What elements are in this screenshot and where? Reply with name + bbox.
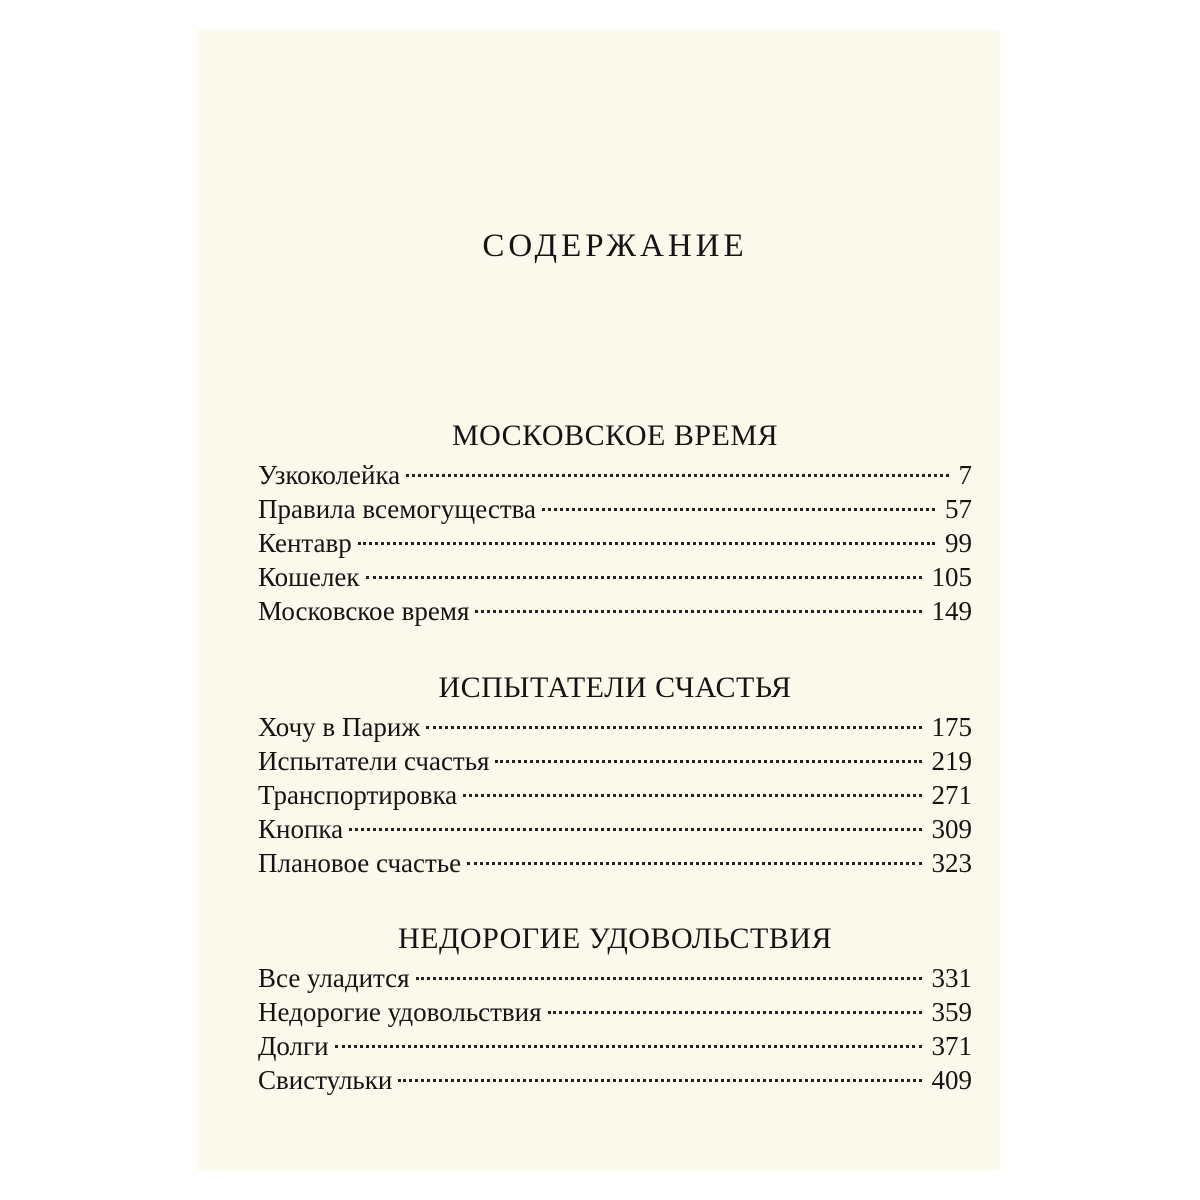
- entry-page-number: 359: [931, 997, 972, 1027]
- section-title: МОСКОВСКОЕ ВРЕМЯ: [451, 419, 779, 452]
- entry-title: Кошелек: [258, 562, 360, 592]
- toc-entry: [258, 1063, 972, 1097]
- entry-page-number: 149: [931, 596, 972, 626]
- toc-section-cheap-pleasures: [258, 921, 972, 1097]
- toc-entry: [258, 458, 972, 492]
- dot-leader: [349, 828, 921, 831]
- entry-page-number: 57: [945, 494, 972, 524]
- section-title: ИСПЫТАТЕЛИ СЧАСТЬЯ: [438, 671, 792, 704]
- toc-entry: [258, 778, 972, 812]
- toc-entry: [258, 1029, 972, 1063]
- entry-page-number: 219: [931, 746, 972, 776]
- toc-entry: [258, 594, 972, 628]
- dot-leader: [406, 474, 948, 477]
- toc-entry: [258, 744, 972, 778]
- entry-title: Долги: [258, 1031, 329, 1061]
- dot-leader: [358, 542, 935, 545]
- entry-title: Московское время: [258, 596, 470, 626]
- toc-entry: [258, 560, 972, 594]
- toc-entry: [258, 710, 972, 744]
- dot-leader: [366, 576, 922, 579]
- entry-page-number: 105: [931, 562, 972, 592]
- page-title: СОДЕРЖАНИЕ: [482, 228, 748, 264]
- dot-leader: [548, 1011, 922, 1014]
- entry-title: Кентавр: [258, 528, 352, 558]
- dot-leader: [542, 508, 935, 511]
- dot-leader: [426, 726, 921, 729]
- dot-leader: [335, 1045, 922, 1048]
- entry-title: Свистульки: [258, 1065, 393, 1095]
- entry-title: Недорогие удовольствия: [258, 997, 542, 1027]
- toc-entry: [258, 961, 972, 995]
- entry-title: Плановое счастье: [258, 848, 462, 878]
- entry-page-number: 331: [931, 963, 972, 993]
- entry-page-number: 7: [958, 460, 972, 490]
- dot-leader: [495, 760, 921, 763]
- toc-entry: [258, 526, 972, 560]
- toc-entry: [258, 995, 972, 1029]
- toc-entry: [258, 846, 972, 880]
- entry-title: Транспортировка: [258, 780, 458, 810]
- dot-leader: [416, 977, 922, 980]
- entry-title: Хочу в Париж: [258, 712, 421, 742]
- entry-title: Правила всемогущества: [258, 494, 537, 524]
- dot-leader: [463, 794, 921, 797]
- dot-leader: [467, 862, 921, 865]
- toc-section-happiness-testers: [258, 670, 972, 880]
- dot-leader: [398, 1079, 921, 1082]
- entry-page-number: 309: [931, 814, 972, 844]
- table-of-contents: [258, 0, 972, 1200]
- entry-page-number: 371: [931, 1031, 972, 1061]
- toc-entry: [258, 492, 972, 526]
- entry-page-number: 99: [945, 528, 972, 558]
- entry-page-number: 323: [931, 848, 972, 878]
- toc-entry: [258, 812, 972, 846]
- section-title: НЕДОРОГИЕ УДОВОЛЬСТВИЯ: [397, 922, 833, 955]
- entry-page-number: 175: [931, 712, 972, 742]
- entry-title: Все уладится: [258, 963, 410, 993]
- toc-section-moscow-time: [258, 418, 972, 628]
- entry-title: Испытатели счастья: [258, 746, 490, 776]
- entry-page-number: 271: [931, 780, 972, 810]
- entry-title: Кнопка: [258, 814, 344, 844]
- entry-page-number: 409: [931, 1065, 972, 1095]
- dot-leader: [475, 610, 921, 613]
- entry-title: Узкоколейка: [258, 460, 401, 490]
